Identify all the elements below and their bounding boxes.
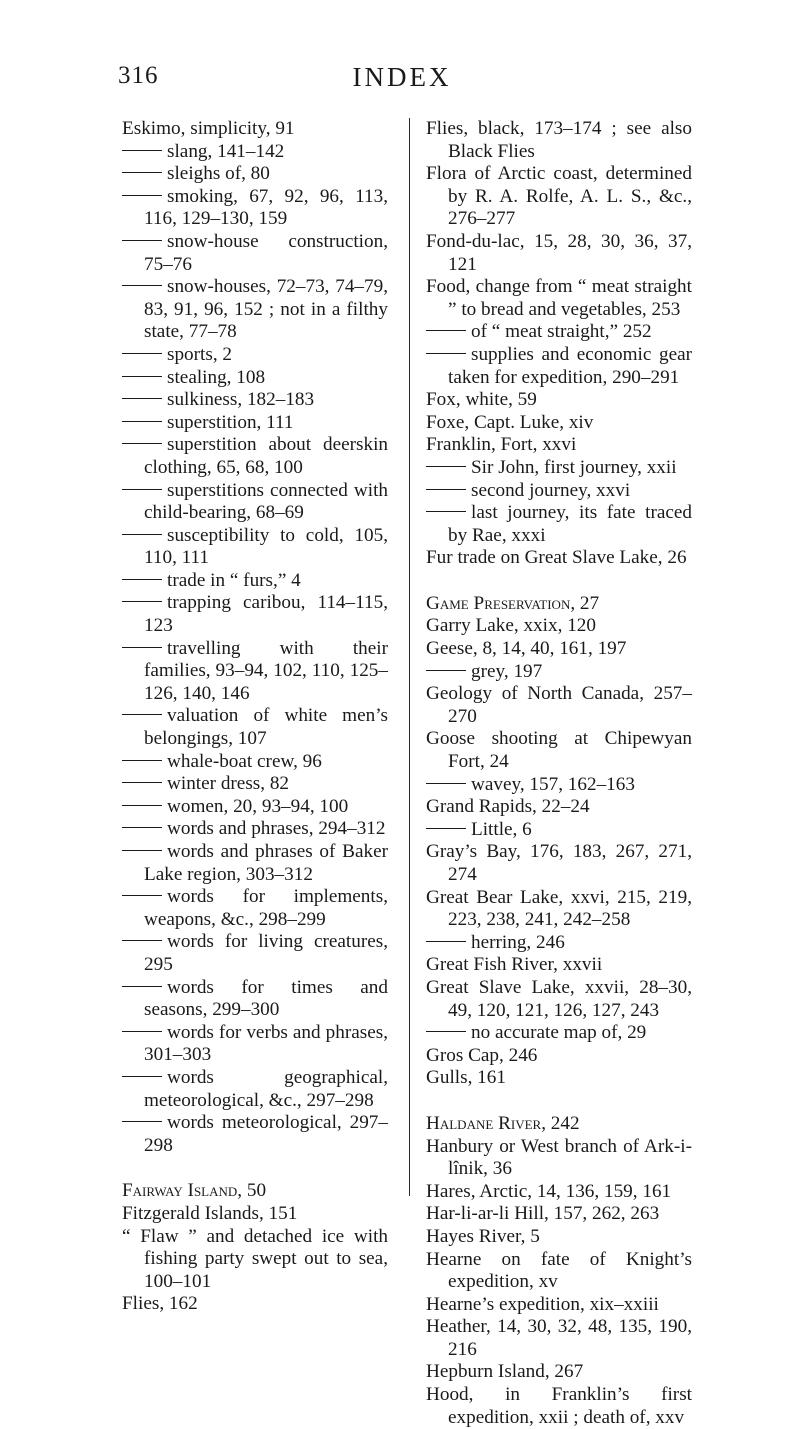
index-entry: Fairway Island, 50 xyxy=(122,1180,267,1202)
index-subentry: susceptibility to cold, 105, 110, 111 xyxy=(122,525,388,570)
index-entry: Great Fish River, xxvii xyxy=(426,954,603,976)
index-subentry: words geographical, meteorological, &c., 297–298 xyxy=(122,1067,388,1112)
index-subentry: snow-houses, 72–73, 74–79, 83, 91, 96, 152 ; not in a filthy state, 77–78 xyxy=(122,276,388,344)
index-entry: Food, change from “ meat straight ” to bread and vegetables, 253 xyxy=(426,276,692,320)
index-entry: Har-li-ar-li Hill, 157, 262, 263 xyxy=(426,1203,660,1225)
index-subentry: of “ meat straight,” 252 xyxy=(426,321,692,344)
index-entry: Hayes River, 5 xyxy=(426,1225,540,1247)
index-subentry: words for living creatures, 295 xyxy=(122,931,388,976)
index-entry: Flies, black, 173–174 ; see also Black Flies xyxy=(426,118,692,162)
index-entry: Flies, 162 xyxy=(122,1293,198,1315)
index-subentry: words meteorological, 297–298 xyxy=(122,1112,388,1157)
index-entry: Hearne on fate of Knight’s expedition, xv xyxy=(426,1248,692,1293)
index-subentry: Sir John, first journey, xxii xyxy=(426,457,692,480)
index-subentry: trade in “ furs,” 4 xyxy=(122,570,388,593)
index-subentry: women, 20, 93–94, 100 xyxy=(122,796,388,819)
index-entry: Game Preservation, 27 xyxy=(426,592,600,614)
index-subentry: superstition about deerskin clothing, 65, 68, 100 xyxy=(122,434,388,479)
index-entry: Great Bear Lake, xxvi, 215, 219, 223, 238, 241, 242–258 xyxy=(426,886,692,931)
index-subentry: no accurate map of, 29 xyxy=(426,1022,692,1045)
index-subentry: words for verbs and phrases, 301–303 xyxy=(122,1022,388,1067)
index-subentry: smoking, 67, 92, 96, 113, 116, 129–130, 159 xyxy=(122,186,388,231)
column-divider xyxy=(409,118,410,1196)
section-gap xyxy=(122,1157,388,1180)
index-subentry: words for implements, weapons, &c., 298–299 xyxy=(122,886,388,931)
index-entry: Great Slave Lake, xxvii, 28–30, 49, 120, 121, 126, 127, 243 xyxy=(426,976,692,1021)
page-header xyxy=(118,62,686,102)
index-subentry: grey, 197 xyxy=(426,661,692,684)
index-entry: Fitzgerald Islands, 151 xyxy=(122,1202,298,1224)
index-subentry: superstition, 111 xyxy=(122,412,388,435)
index-subentry: words for times and seasons, 299–300 xyxy=(122,977,388,1022)
index-subentry: words and phrases, 294–312 xyxy=(122,818,388,841)
index-entry: Gulls, 161 xyxy=(426,1067,506,1089)
running-head-title: INDEX xyxy=(352,62,452,92)
index-subentry: snow-house construction, 75–76 xyxy=(122,231,388,276)
index-entry: Foxe, Capt. Luke, xiv xyxy=(426,411,594,433)
index-column-left xyxy=(122,118,388,1316)
index-entry: Fox, white, 59 xyxy=(426,389,537,411)
index-subentry: supplies and economic gear taken for expedition, 290–291 xyxy=(426,344,692,389)
index-entry: Goose shooting at Chipewyan Fort, 24 xyxy=(426,728,692,773)
index-entry: Geology of North Canada, 257–270 xyxy=(426,683,692,727)
index-entry: Gros Cap, 246 xyxy=(426,1044,538,1066)
index-entry: Eskimo, simplicity, 91 xyxy=(122,118,295,139)
index-subentry: slang, 141–142 xyxy=(122,141,388,164)
index-subentry: words and phrases of Baker Lake region, 303–312 xyxy=(122,841,388,886)
index-subentry: herring, 246 xyxy=(426,932,692,955)
index-subentry: superstitions connected with child-bearing, 68–69 xyxy=(122,480,388,525)
section-gap xyxy=(426,570,692,593)
index-entry: Hepburn Island, 267 xyxy=(426,1361,584,1383)
index-entry: Hanbury or West branch of Ark-i-lînik, 36 xyxy=(426,1135,692,1180)
index-entry: Gray’s Bay, 176, 183, 267, 271, 274 xyxy=(426,841,692,885)
index-column-right xyxy=(426,118,692,1429)
page-number: 316 xyxy=(118,62,159,89)
index-subentry: sulkiness, 182–183 xyxy=(122,389,388,412)
index-subentry: valuation of white men’s belongings, 107 xyxy=(122,705,388,750)
index-entry: Grand Rapids, 22–24 xyxy=(426,796,590,818)
index-entry: Heather, 14, 30, 32, 48, 135, 190, 216 xyxy=(426,1316,692,1360)
index-subentry: trapping caribou, 114–115, 123 xyxy=(122,592,388,637)
section-gap xyxy=(426,1090,692,1113)
index-entry: Hood, in Franklin’s first expedition, xxii ; death of, xxv xyxy=(426,1384,692,1428)
index-entry: Hares, Arctic, 14, 136, 159, 161 xyxy=(426,1180,672,1202)
index-entry: Fond-du-lac, 15, 28, 30, 36, 37, 121 xyxy=(426,230,692,275)
index-subentry: Little, 6 xyxy=(426,819,692,842)
index-entry: Franklin, Fort, xxvi xyxy=(426,434,577,456)
index-entry: Geese, 8, 14, 40, 161, 197 xyxy=(426,638,627,660)
index-entry: Fur trade on Great Slave Lake, 26 xyxy=(426,547,687,569)
index-entry: Hearne’s expedition, xix–xxiii xyxy=(426,1293,659,1315)
index-subentry: travelling with their families, 93–94, 102, 110, 125–126, 140, 146 xyxy=(122,638,388,706)
index-subentry: sleighs of, 80 xyxy=(122,163,388,186)
index-entry: Garry Lake, xxix, 120 xyxy=(426,615,596,637)
index-subentry: last journey, its fate traced by Rae, xxxi xyxy=(426,502,692,547)
index-subentry: whale-boat crew, 96 xyxy=(122,751,388,774)
index-subentry: winter dress, 82 xyxy=(122,773,388,796)
index-entry: “ Flaw ” and detached ice with fishing party swept out to sea, 100–101 xyxy=(122,1225,388,1292)
index-entry: Flora of Arctic coast, determined by R. A. Rolfe, A. L. S., &c., 276–277 xyxy=(426,163,692,230)
index-subentry: wavey, 157, 162–163 xyxy=(426,774,692,797)
index-subentry: second journey, xxvi xyxy=(426,480,692,503)
index-subentry: stealing, 108 xyxy=(122,367,388,390)
index-entry: Haldane River, 242 xyxy=(426,1112,580,1134)
index-subentry: sports, 2 xyxy=(122,344,388,367)
index-columns xyxy=(122,118,692,1428)
